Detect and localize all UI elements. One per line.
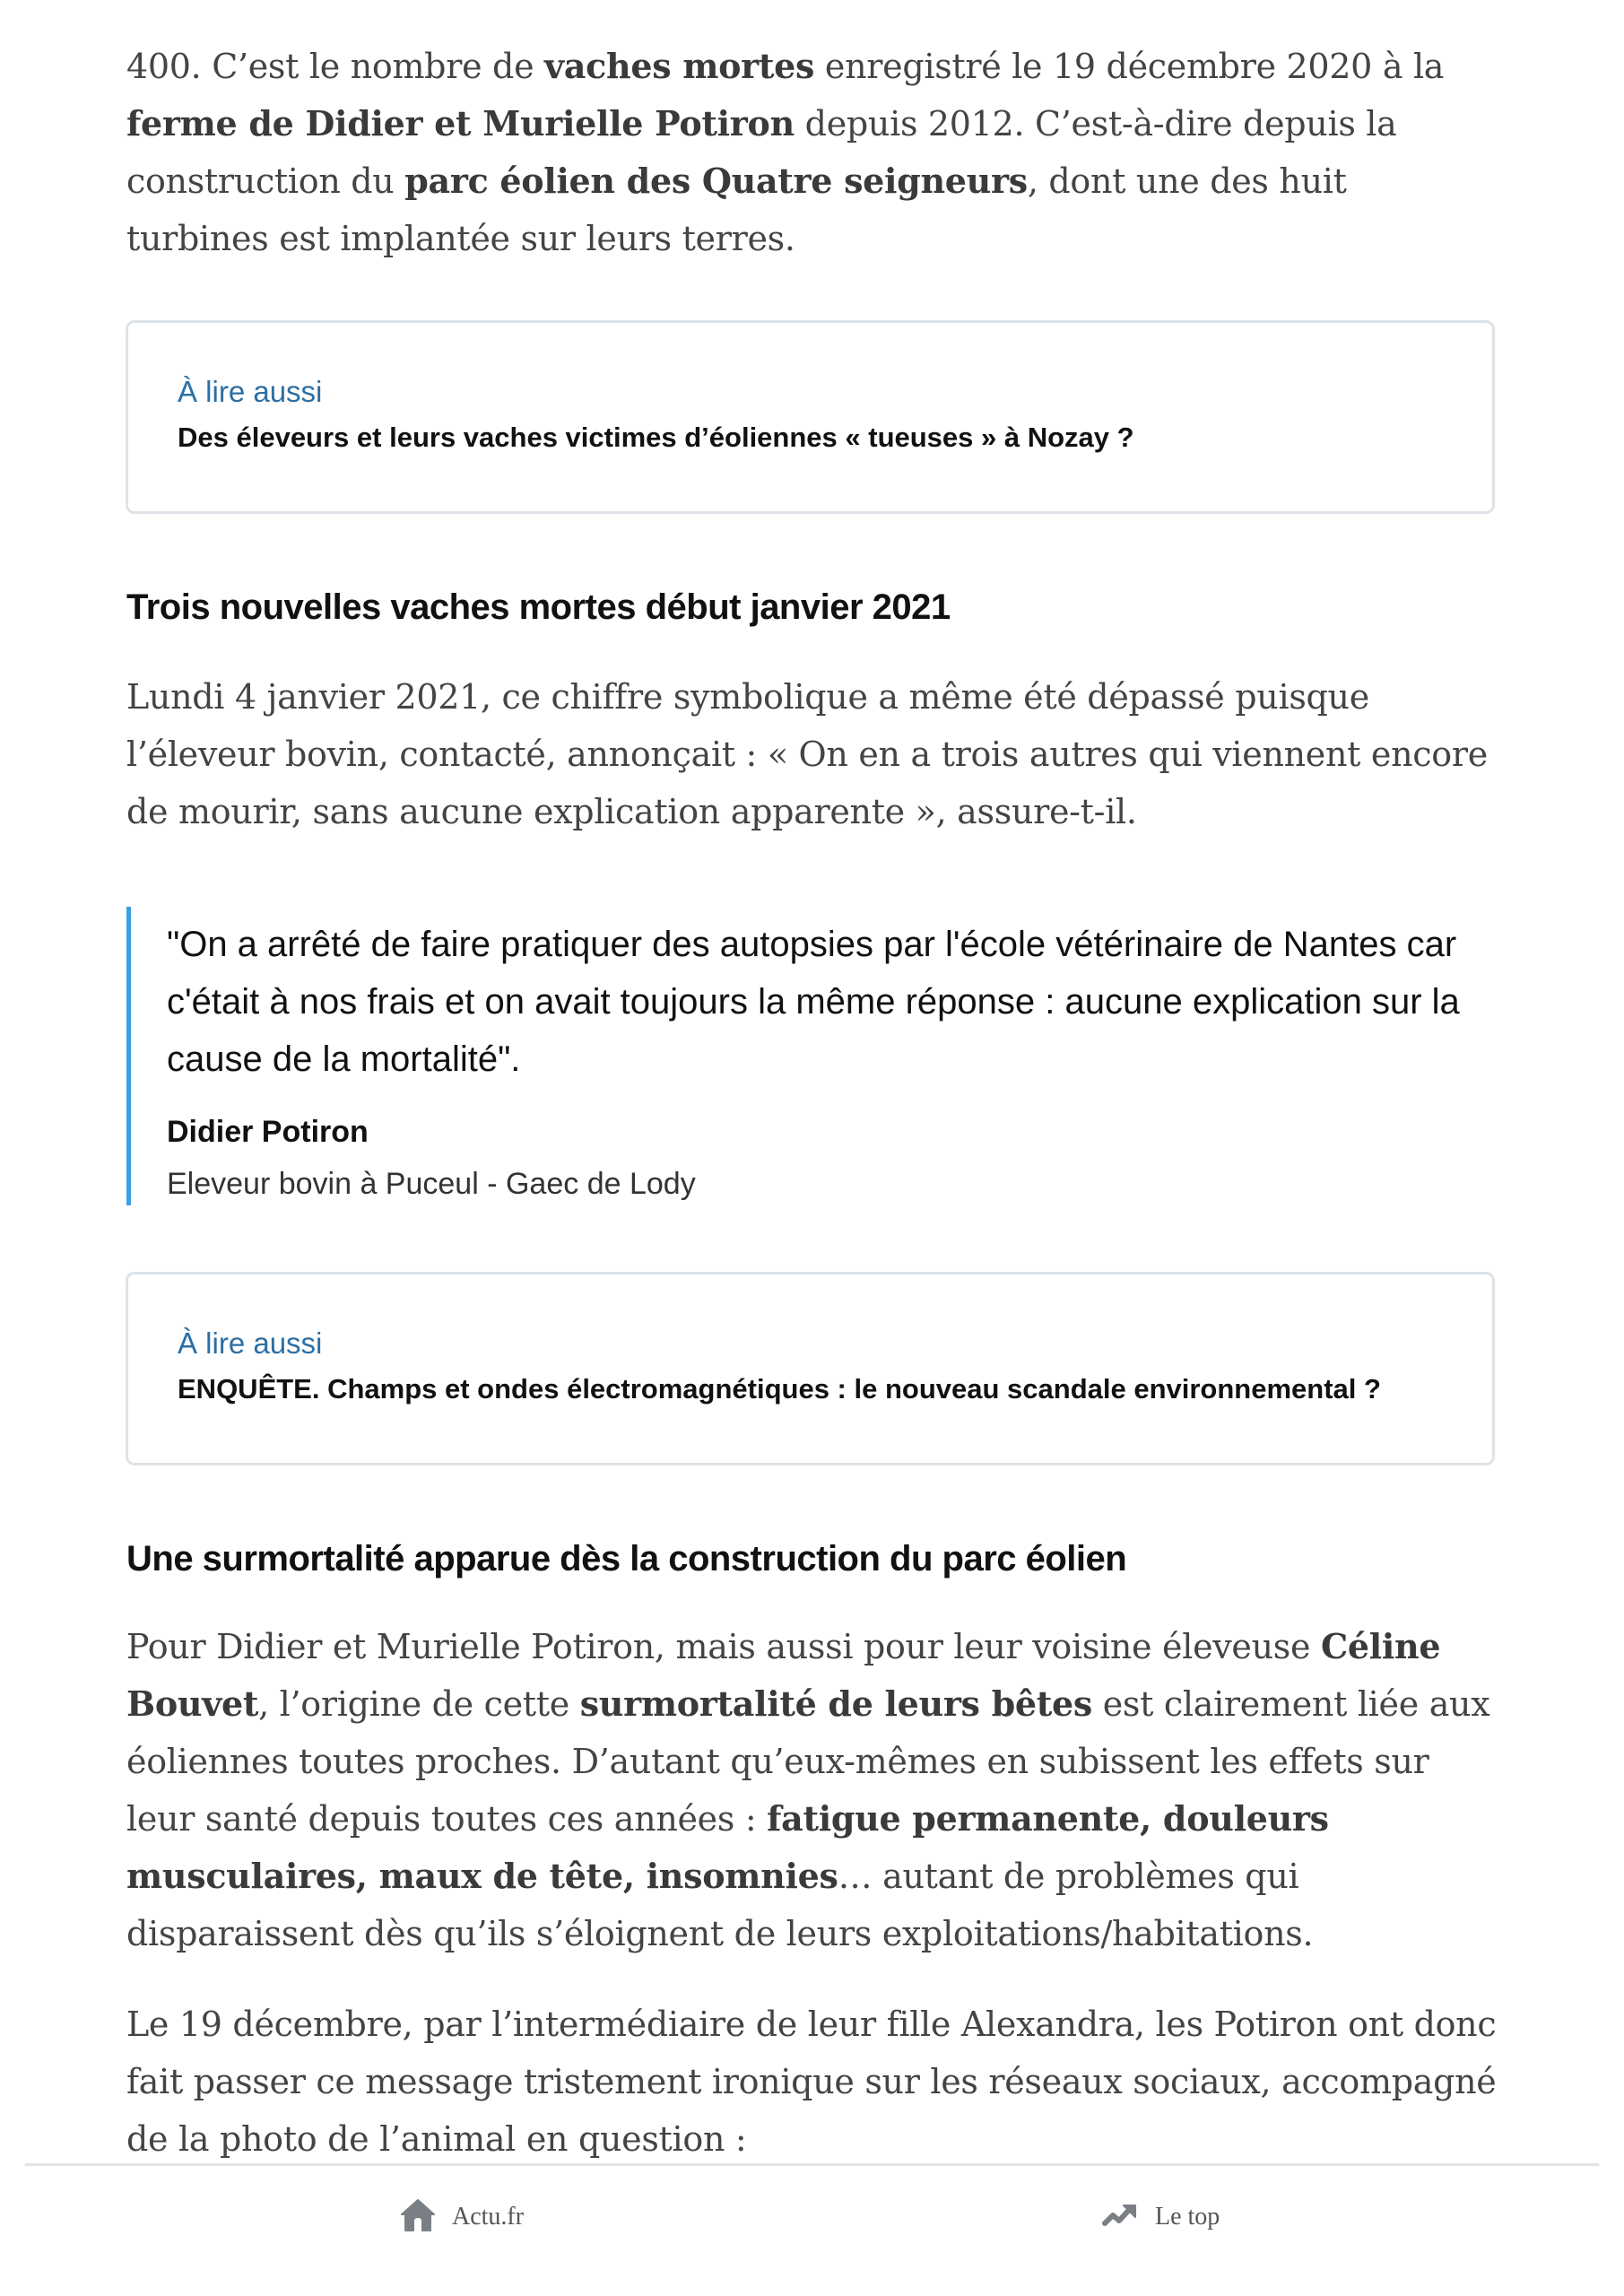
- read-also-label: À lire aussi: [178, 375, 323, 408]
- intro-text: enregistré le 19 décembre 2020 à la: [814, 47, 1445, 86]
- nav-top-label: Le top: [1155, 2203, 1220, 2231]
- para-bold: surmortalité de leurs bêtes: [579, 1683, 1092, 1724]
- para-text: , l’origine de cette: [258, 1684, 580, 1724]
- quote-author: Didier Potiron: [167, 1115, 369, 1149]
- read-also-link[interactable]: Des éleveurs et leurs vaches victimes d’éoliennes « tueuses » à Nozay ?: [178, 422, 1134, 453]
- para-bold: fatigue permanente, douleurs musculaires, maux de tête, insomnies: [126, 1798, 1329, 1896]
- intro-text: depuis 2012. C’est-à-dire depuis la construction du: [126, 104, 1397, 201]
- trending-up-icon: [1101, 2202, 1139, 2233]
- read-also-label: À lire aussi: [178, 1326, 323, 1360]
- blockquote: [126, 907, 1498, 1205]
- paragraph: [126, 1618, 1498, 1962]
- home-icon: [400, 2198, 436, 2237]
- section-heading: Trois nouvelles vaches mortes début janvier 2021: [126, 587, 951, 627]
- para-bold: Céline Bouvet: [126, 1626, 1441, 1724]
- para-text: Pour Didier et Murielle Potiron, mais aussi pour leur voisine éleveuse: [126, 1627, 1321, 1666]
- intro-text: 400. C’est le nombre de: [126, 47, 545, 86]
- nav-home-label: Actu.fr: [452, 2203, 525, 2231]
- intro-text: , dont une des huit turbines est implantée sur leurs terres.: [126, 161, 1347, 258]
- read-also-link[interactable]: ENQUÊTE. Champs et ondes électromagnétiques : le nouveau scandale environnemental ?: [178, 1373, 1381, 1405]
- paragraph: Le 19 décembre, par l’intermédiaire de leur fille Alexandra, les Potiron ont donc fait passer ce message tristement ironique sur les réseaux sociaux, accompagné de la photo de l’animal en question :: [126, 2005, 1497, 2159]
- nav-top[interactable]: [1101, 2194, 1220, 2240]
- bottom-nav-divider: [25, 2163, 1599, 2166]
- read-also-card[interactable]: [126, 320, 1495, 514]
- nav-home[interactable]: [400, 2194, 524, 2240]
- quote-text: "On a arrêté de faire pratiquer des autopsies par l'école vétérinaire de Nantes car c'était à nos frais et on avait toujours la même réponse : aucune explication sur la cause de la mortalité".: [167, 925, 1460, 1079]
- intro-bold: vaches mortes: [544, 46, 815, 86]
- para-text: est clairement liée aux éoliennes toutes proches. D’autant qu’eux-mêmes en subissent les effets sur leur santé depuis toutes ces années :: [126, 1684, 1490, 1839]
- intro-bold: ferme de Didier et Murielle Potiron: [126, 103, 795, 144]
- intro-paragraph: [126, 38, 1498, 267]
- para-text: … autant de problèmes qui disparaissent dès qu’ils s’éloignent de leurs exploitations/habitations.: [126, 1857, 1314, 1953]
- paragraph: Lundi 4 janvier 2021, ce chiffre symbolique a même été dépassé puisque l’éleveur bovin, contacté, annonçait : « On en a trois autres qui viennent encore de mourir, sans aucune explication apparente », assure-t-il.: [126, 677, 1488, 831]
- section-heading: Une surmortalité apparue dès la construction du parc éolien: [126, 1539, 1127, 1578]
- intro-bold: parc éolien des Quatre seigneurs: [404, 161, 1028, 201]
- quote-author-role: Eleveur bovin à Puceul - Gaec de Lody: [167, 1167, 696, 1201]
- read-also-card[interactable]: [126, 1272, 1495, 1465]
